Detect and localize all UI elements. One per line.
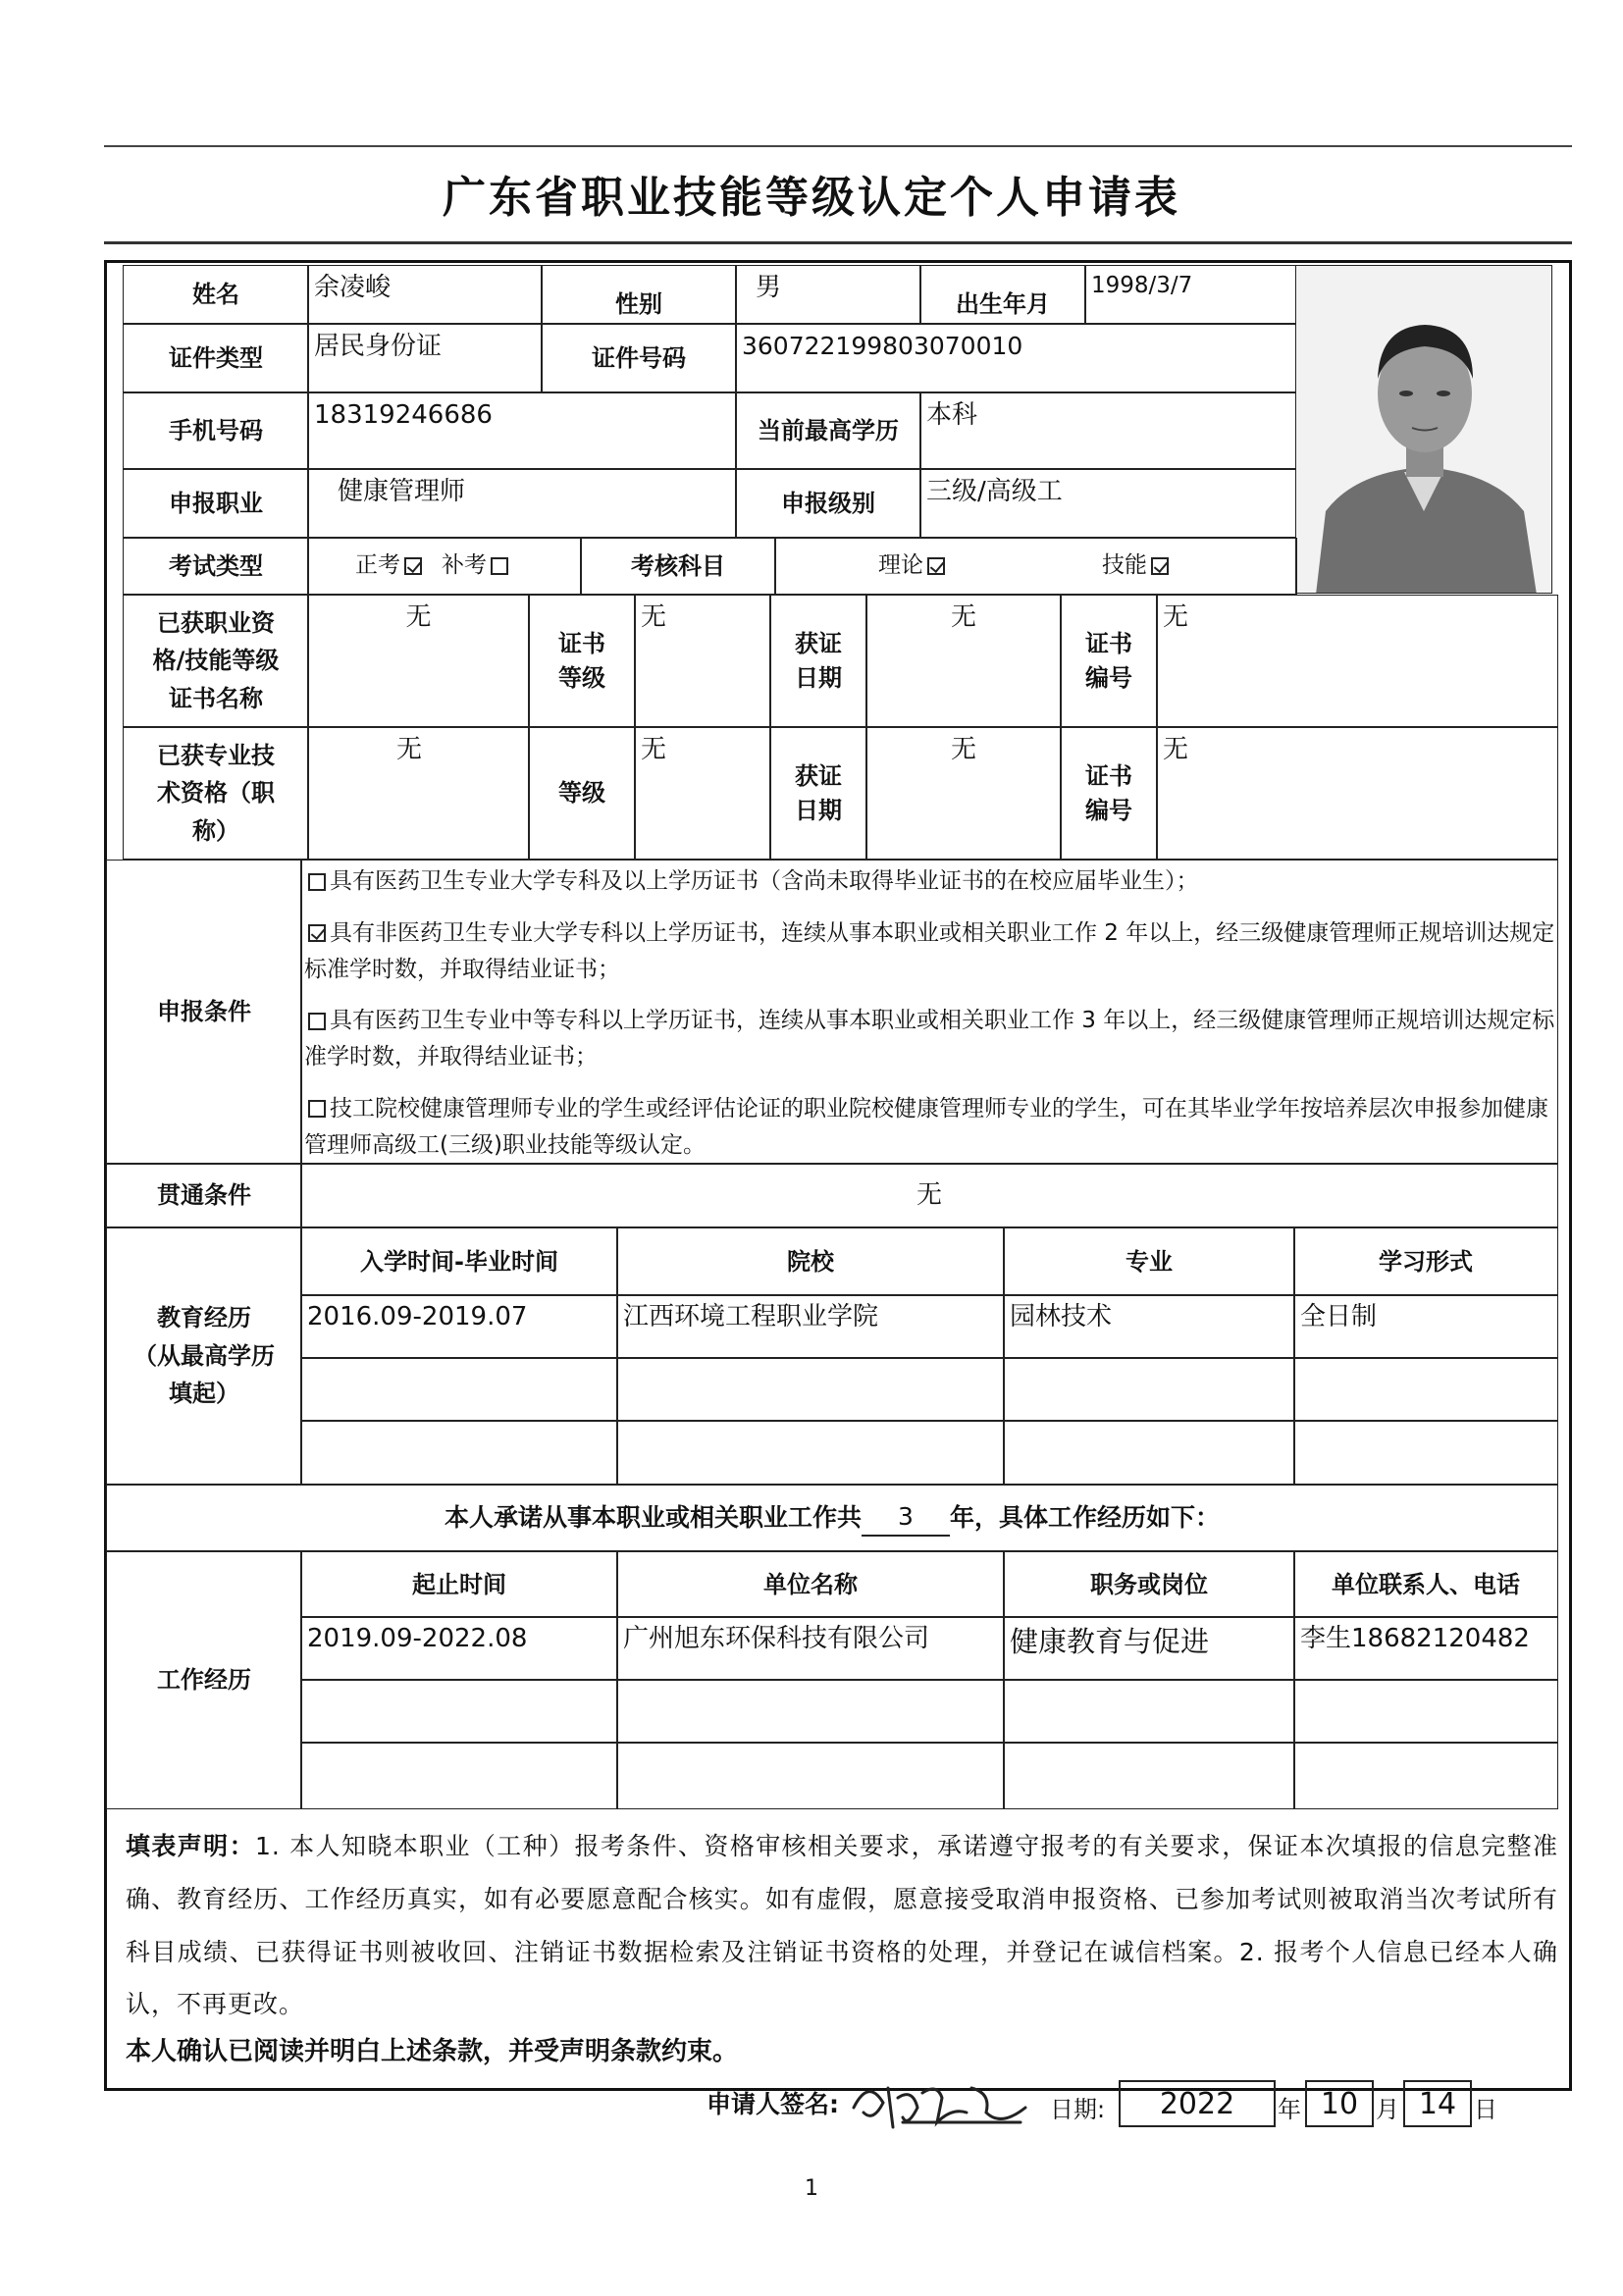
birth-label: 出生年月 [919, 265, 1086, 324]
month-unit: 月 [1376, 2096, 1399, 2123]
exam-subject-options [774, 538, 1297, 595]
work-label: 工作经历 [106, 1551, 302, 1809]
day-unit: 日 [1474, 2096, 1497, 2123]
gender-field[interactable]: 男 [735, 265, 921, 324]
idtype-label: 证件类型 [123, 324, 309, 392]
work-row2-contact[interactable] [1293, 1679, 1558, 1744]
condition-checkbox[interactable] [308, 1100, 326, 1118]
condition-text: 具有非医药卫生专业大学专科以上学历证书，连续从事本职业或相关职业工作 2 年以上，经三级健康管理师正规培训达规定标准学时数，并取得结业证书； [304, 919, 1555, 982]
signature-label: 申请人签名: [707, 2090, 839, 2118]
work-header-position: 职务或岗位 [1003, 1551, 1295, 1618]
edu-field[interactable]: 本科 [919, 392, 1297, 469]
voc-cert-no-label [1060, 595, 1158, 727]
skill-checkbox[interactable] [1151, 557, 1169, 575]
declaration [126, 1820, 1558, 2031]
work-row3-contact[interactable] [1293, 1742, 1558, 1809]
label-line: 已获专业技 [157, 741, 275, 769]
exam-type-options [307, 538, 582, 595]
portrait-image [1296, 266, 1552, 594]
occupation-label: 申报职业 [123, 469, 309, 538]
theory-label: 理论 [878, 552, 923, 579]
theory-checkbox[interactable] [927, 557, 945, 575]
occupation-field[interactable]: 健康管理师 [307, 469, 737, 538]
year-unit: 年 [1278, 2096, 1301, 2123]
commitment-prefix: 本人承诺从事本职业或相关职业工作共 [444, 1502, 862, 1532]
work-row1-contact[interactable]: 李生18682120482 [1293, 1616, 1558, 1681]
label-line: 日期 [795, 796, 842, 824]
work-row1-period[interactable]: 2019.09-2022.08 [300, 1616, 618, 1681]
idtype-field[interactable]: 居民身份证 [307, 324, 543, 392]
form-title: 广东省职业技能等级认定个人申请表 [443, 173, 1180, 223]
commitment-years[interactable]: 3 [862, 1499, 950, 1537]
edu-header-major: 专业 [1003, 1227, 1295, 1296]
edu-label: 当前最高学历 [735, 392, 921, 469]
work-row2-company[interactable] [616, 1679, 1005, 1744]
condition-item [304, 915, 1560, 988]
pro-qual-label [123, 727, 309, 860]
makeup-exam-checkbox[interactable] [491, 557, 508, 575]
voc-cert-label-line: 证书名称 [169, 684, 263, 712]
work-row1-position[interactable]: 健康教育与促进 [1003, 1616, 1295, 1681]
makeup-exam-label: 补考 [442, 552, 487, 579]
phone-field[interactable]: 18319246686 [307, 392, 737, 469]
voc-cert-label-line: 已获职业资 [157, 608, 275, 637]
voc-cert-name-field[interactable]: 无 [307, 595, 530, 727]
edu-row3-school[interactable] [616, 1420, 1005, 1485]
birth-field[interactable]: 1998/3/7 [1084, 265, 1297, 324]
pro-qual-grade-label: 等级 [528, 727, 636, 860]
label-line: 证书 [1085, 629, 1132, 657]
edu-header-school: 院校 [616, 1227, 1005, 1296]
label-line: 日期 [795, 663, 842, 692]
declaration-confirm: 本人确认已阅读并明白上述条款，并受声明条款约束。 [126, 2037, 739, 2066]
work-row3-position[interactable] [1003, 1742, 1295, 1809]
commitment-suffix: 年，具体工作经历如下： [950, 1502, 1221, 1532]
page-number: 1 [805, 2176, 818, 2201]
voc-cert-label-line: 格/技能等级 [152, 647, 280, 675]
label-line: 证书 [1085, 761, 1132, 790]
edu-row1-school[interactable]: 江西环境工程职业学院 [616, 1294, 1005, 1359]
label-line: 获证 [795, 629, 842, 657]
level-label: 申报级别 [735, 469, 921, 538]
voc-cert-no-field[interactable]: 无 [1156, 595, 1558, 727]
edu-row2-major[interactable] [1003, 1357, 1295, 1422]
applicant-photo [1295, 265, 1552, 594]
pro-qual-no-label [1060, 727, 1158, 860]
edu-row3-major[interactable] [1003, 1420, 1295, 1485]
work-row1-company[interactable]: 广州旭东环保科技有限公司 [616, 1616, 1005, 1681]
label-line: 编号 [1085, 796, 1132, 824]
work-header-company: 单位名称 [616, 1551, 1005, 1618]
gender-label: 性别 [541, 265, 737, 324]
work-header-period: 起止时间 [300, 1551, 618, 1618]
edu-row2-school[interactable] [616, 1357, 1005, 1422]
date-day-field[interactable]: 14 [1403, 2080, 1472, 2127]
label-line: 证书 [558, 629, 605, 657]
label-line: 填起） [169, 1380, 239, 1408]
pro-qual-date-field[interactable]: 无 [865, 727, 1062, 860]
label-line: 获证 [795, 761, 842, 790]
education-label [106, 1227, 302, 1485]
condition-item [304, 863, 1560, 900]
condition-checkbox[interactable] [308, 873, 326, 891]
idno-label: 证件号码 [541, 324, 737, 392]
commitment-line [106, 1485, 1558, 1551]
condition-item [304, 1091, 1560, 1164]
exam-type-label: 考试类型 [123, 538, 309, 595]
regular-exam-checkbox[interactable] [404, 557, 422, 575]
edu-row2-mode[interactable] [1293, 1357, 1558, 1422]
label-line: 编号 [1085, 663, 1132, 692]
condition-text: 具有医药卫生专业中等专科以上学历证书，连续从事本职业或相关职业工作 3 年以上，经三级健康管理师正规培训达规定标准学时数，并取得结业证书； [304, 1008, 1555, 1070]
voc-cert-date-field[interactable]: 无 [865, 595, 1062, 727]
date-year-field[interactable]: 2022 [1119, 2080, 1276, 2127]
edu-header-period: 入学时间-毕业时间 [300, 1227, 618, 1296]
label-line: 等级 [558, 663, 605, 692]
condition-text: 技工院校健康管理师专业的学生或经评估论证的职业院校健康管理师专业的学生，可在其毕业学年按培养层次申报参加健康管理师高级工(三级)职业技能等级认定。 [304, 1095, 1548, 1158]
label-line: 术资格（职 [157, 779, 275, 808]
voc-cert-date-label [769, 595, 867, 727]
through-label: 贯通条件 [106, 1164, 302, 1227]
top-border-line [104, 145, 1572, 147]
label-line: 教育经历 [157, 1304, 251, 1332]
edu-row3-period[interactable] [300, 1420, 618, 1485]
work-row3-company[interactable] [616, 1742, 1005, 1809]
condition-checkbox[interactable] [308, 1013, 326, 1030]
name-label: 姓名 [123, 265, 309, 324]
name-field[interactable]: 余凌峻 [307, 265, 543, 324]
voc-cert-grade-field[interactable]: 无 [634, 595, 771, 727]
conditions-list [304, 863, 1560, 1158]
title-rule [104, 241, 1572, 244]
date-month-field[interactable]: 10 [1305, 2080, 1374, 2127]
voc-cert-grade-label [528, 595, 636, 727]
work-header-contact: 单位联系人、电话 [1293, 1551, 1558, 1618]
level-field[interactable]: 三级/高级工 [919, 469, 1297, 538]
phone-label: 手机号码 [123, 392, 309, 469]
handwritten-signature[interactable] [844, 2068, 1040, 2137]
edu-row2-period[interactable] [300, 1357, 618, 1422]
conditions-label: 申报条件 [106, 860, 302, 1164]
regular-exam-label: 正考 [355, 552, 400, 579]
condition-text: 具有医药卫生专业大学专科及以上学历证书（含尚未取得毕业证书的在校应届毕业生）； [330, 868, 1199, 894]
pro-qual-grade-field[interactable]: 无 [634, 727, 771, 860]
work-row2-position[interactable] [1003, 1679, 1295, 1744]
pro-qual-no-field[interactable]: 无 [1156, 727, 1558, 860]
label-line: （从最高学历 [133, 1341, 275, 1370]
condition-checkbox[interactable] [308, 924, 326, 942]
idno-field[interactable]: 360722199803070010 [735, 324, 1297, 392]
work-row2-period[interactable] [300, 1679, 618, 1744]
edu-row1-mode[interactable]: 全日制 [1293, 1294, 1558, 1359]
skill-label: 技能 [1102, 552, 1147, 579]
pro-qual-name-field[interactable]: 无 [307, 727, 530, 860]
condition-item [304, 1003, 1560, 1075]
declaration-text: 1. 本人知晓本职业（工种）报考条件、资格审核相关要求，承诺遵守报考的有关要求，保证本次填报的信息完整准确、教育经历、工作经历真实，如有必要愿意配合核实。如有虚假，愿意接受取消申报资格、已参加考试则被取消当次考试所有科目成绩、已获得证书则被收回、注销证书数据检索及注销证书资格的处理，并登记在诚信档案。2. 报考个人信息已经本人确认，不再更改。 [126, 1832, 1558, 2019]
label-line: 称） [192, 816, 239, 845]
voc-cert-label [123, 595, 309, 727]
through-field[interactable]: 无 [300, 1164, 1558, 1227]
work-row3-period[interactable] [300, 1742, 618, 1809]
exam-subject-label: 考核科目 [580, 538, 776, 595]
date-label: 日期: [1050, 2096, 1106, 2123]
pro-qual-date-label [769, 727, 867, 860]
edu-row1-major[interactable]: 园林技术 [1003, 1294, 1295, 1359]
edu-header-mode: 学习形式 [1293, 1227, 1558, 1296]
edu-row3-mode[interactable] [1293, 1420, 1558, 1485]
declaration-title: 填表声明： [126, 1832, 255, 1860]
edu-row1-period[interactable]: 2016.09-2019.07 [300, 1294, 618, 1359]
